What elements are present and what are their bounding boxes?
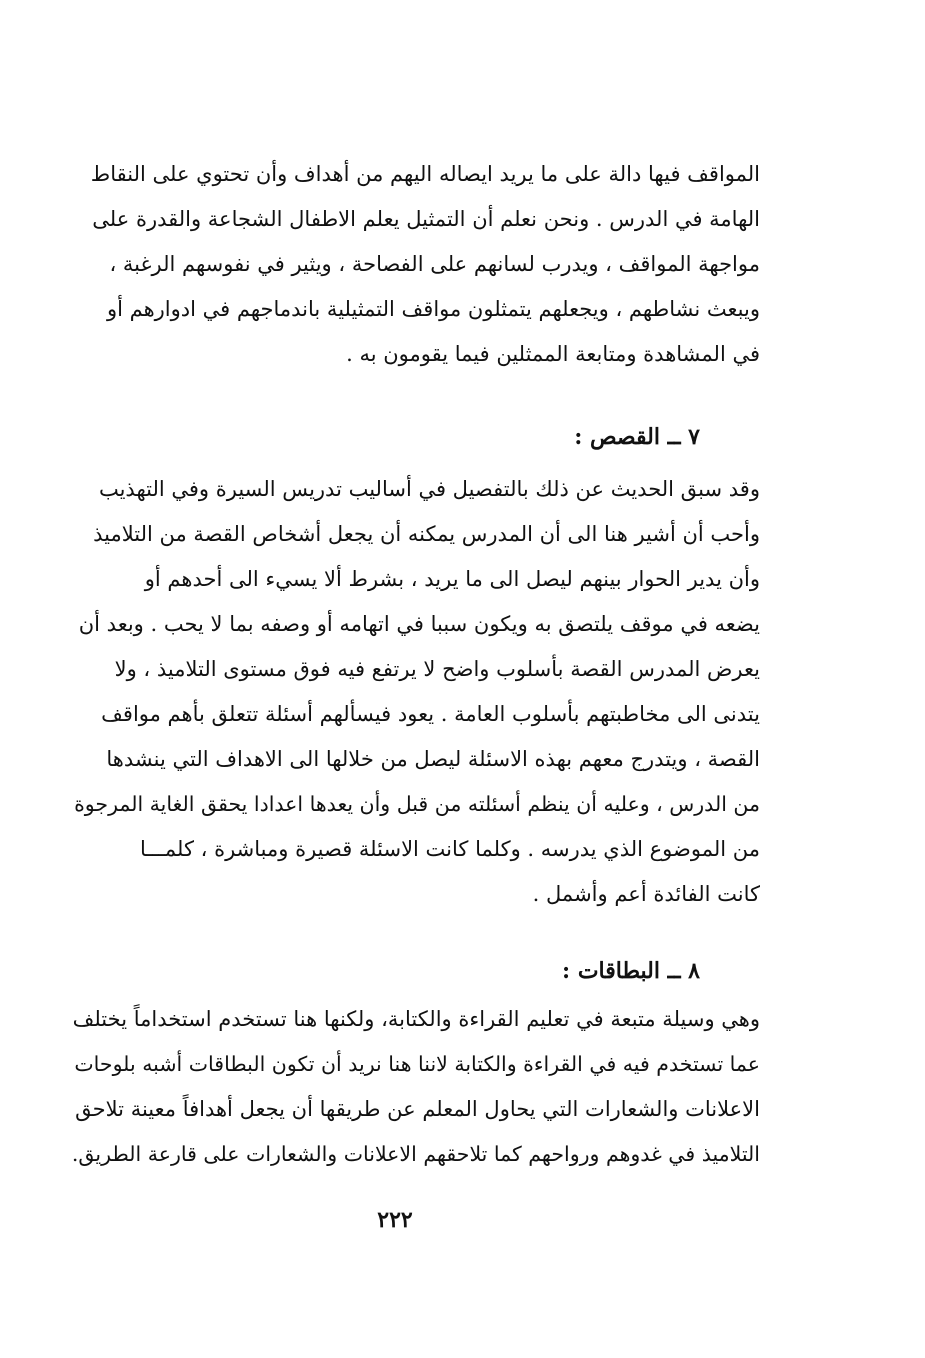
text-line: من الدرس ، وعليه أن ينظم أسئلته من قبل وأن يعدها اعدادا يحقق الغاية المرجوة	[74, 792, 760, 816]
section-heading-cards: ٨ ــ البطاقات :	[562, 958, 700, 984]
text-line: المواقف فيها دالة على ما يريد ايصاله اليهم من أهداف وأن تحتوي على النقاط	[90, 162, 760, 186]
text-line: من الموضوع الذي يدرسه . وكلما كانت الاسئلة قصيرة ومباشرة ، كلمـــا	[140, 837, 760, 861]
text-line: التلاميذ في غدوهم ورواحهم كما تلاحقهم الاعلانات والشعارات على قارعة الطريق.	[71, 1142, 760, 1166]
text-line: وأن يدير الحوار بينهم ليصل الى ما يريد ، بشرط ألا يسيء الى أحدهم أو	[144, 567, 760, 591]
text-line: يعرض المدرس القصة بأسلوب واضح لا يرتفع فيه فوق مستوى التلاميذ ، ولا	[114, 657, 760, 681]
text-line: في المشاهدة ومتابعة الممثلين فيما يقومون به .	[346, 342, 760, 366]
text-line: وهي وسيلة متبعة في تعليم القراءة والكتابة، ولكنها هنا تستخدم استخداماً يختلف	[72, 1007, 760, 1031]
text-line: الاعلانات والشعارات التي يحاول المعلم عن طريقها أن يجعل أهدافاً معينة تلاحق	[75, 1097, 760, 1121]
text-line: عما تستخدم فيه في القراءة والكتابة لاننا هنا نريد أن تكون البطاقات أشبه بلوحات	[74, 1052, 760, 1076]
paragraph-cards	[70, 997, 760, 1177]
text-line: ويبعث نشاطهم ، ويجعلهم يتمثلون مواقف التمثيلية باندماجهم في ادوارهم أو	[106, 297, 760, 321]
text-line: القصة ، ويتدرج معهم بهذه الاسئلة ليصل من خلالها الى الاهداف التي ينشدها	[106, 747, 760, 771]
section-heading-stories: ٧ ــ القصص :	[574, 424, 700, 450]
text-line: يتدنى الى مخاطبتهم بأسلوب العامة . يعود فيسألهم أسئلة تتعلق بأهم مواقف	[101, 702, 760, 726]
text-line: الهامة في الدرس . ونحن نعلم أن التمثيل يعلم الاطفال الشجاعة والقدرة على	[92, 207, 760, 231]
text-line: مواجهة المواقف ، ويدرب لسانهم على الفصاحة ، ويثير في نفوسهم الرغبة ،	[109, 252, 760, 276]
text-line: يضعه في موقف يلتصق به ويكون سببا في اتهامه أو وصفه بما لا يحب . وبعد أن	[78, 612, 760, 636]
text-line: وقد سبق الحديث عن ذلك بالتفصيل في أساليب تدريس السيرة وفي التهذيب	[98, 477, 760, 501]
text-line: وأحب أن أشير هنا الى أن المدرس يمكنه أن يجعل أشخاص القصة من التلاميذ	[93, 522, 760, 546]
page-number: ٢٢٢	[377, 1207, 413, 1233]
paragraph-stories	[70, 467, 760, 917]
text-line: كانت الفائدة أعم وأشمل .	[532, 882, 760, 906]
paragraph-dramatization	[70, 152, 760, 377]
